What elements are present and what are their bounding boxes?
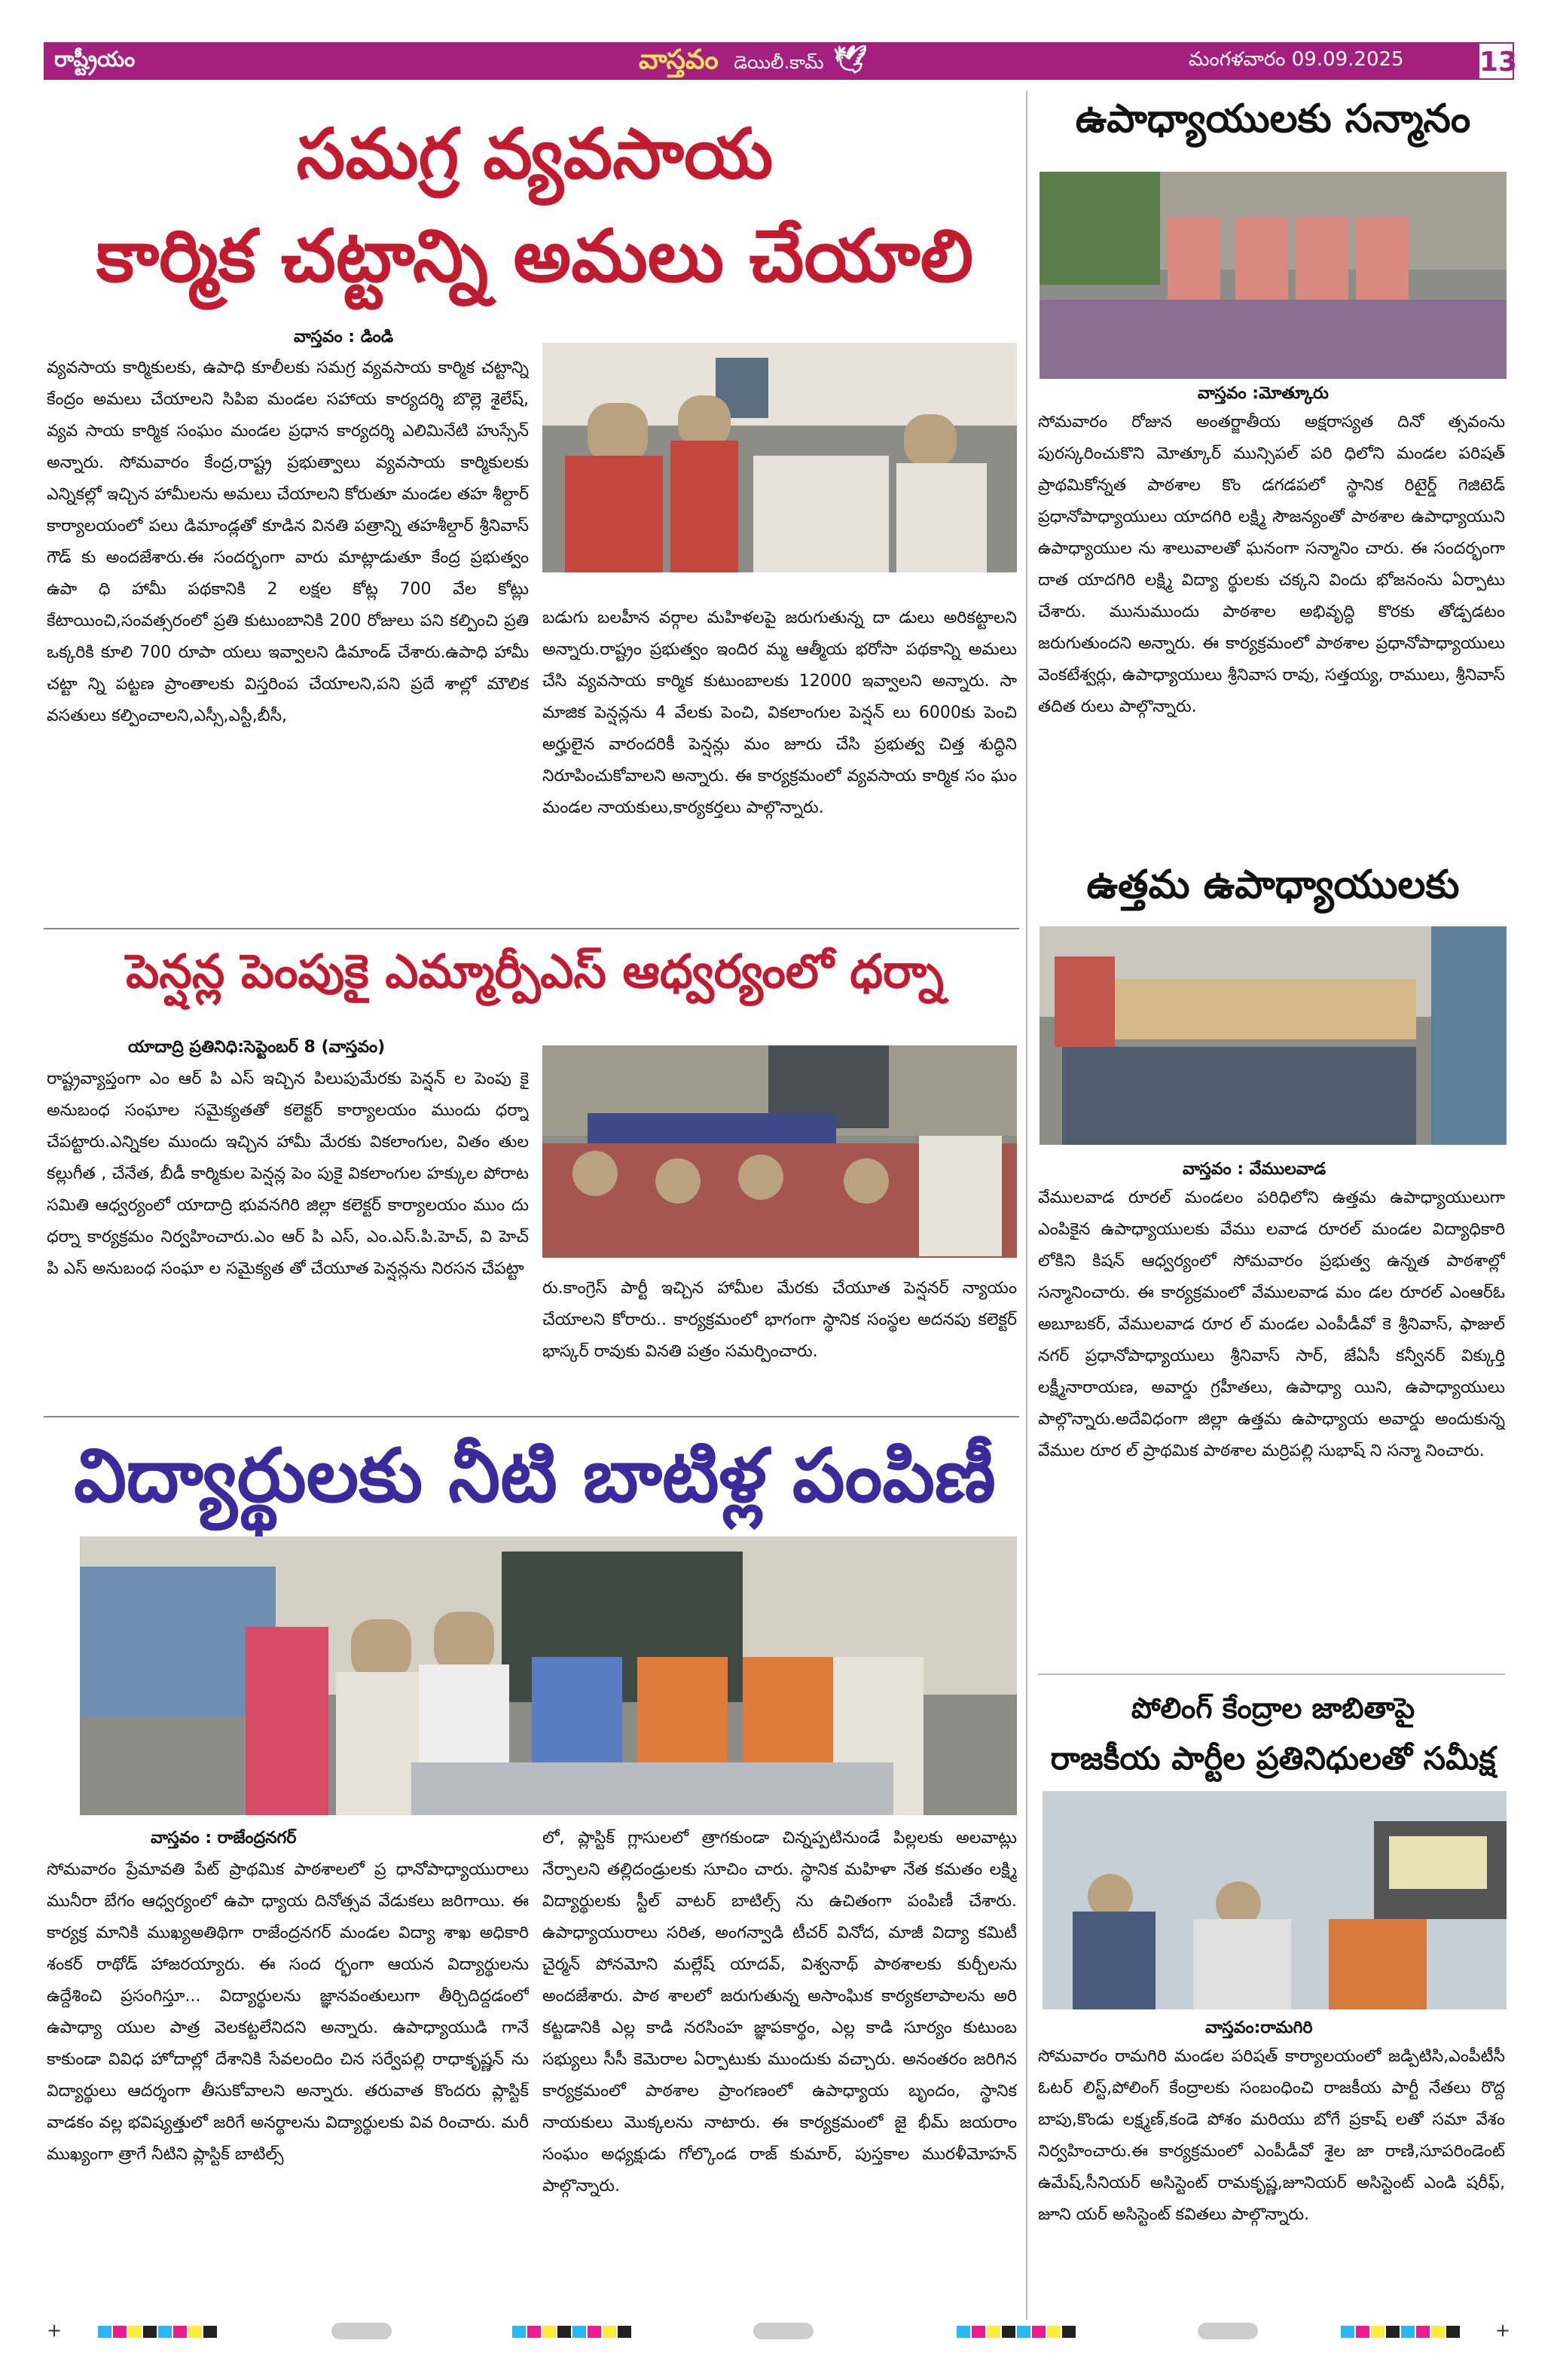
story3-photo	[80, 1536, 1017, 1815]
story1-column2: బడుగు బలహీన వర్గాల మహిళలపై జరుగుతున్న దా డులు అరికట్టాలని అన్నారు.రాష్ట్రం ప్రభుత్వం ఇందిర మ్మ ఆత్మీయ భరోసా పథకాన్ని అమలు చేసి వ్యవసాయ కార్మిక కుటుంబాలకు 12000 ఇవ్వాలని అన్నారు. సా మాజిక పెన్షన్లను 4 వేలకు పెంచి, వికలాంగుల పెన్షన్ లు 6000కు పెంచి అర్హులైన వారందరికీ పెన్షన్లు మం జూరు చేసి ప్రభుత్వ చిత్త శుద్ధిని నిరూపించుకోవాలని అన్నారు. ఈ కార్యక్రమంలో వ్యవసాయ కార్మిక సం ఘం మండల నాయకులు,కార్యకర్తలు పాల్గొన్నారు.	[542, 609, 1017, 817]
paper-name: వాస్తవం	[639, 44, 719, 75]
story6-photo	[1043, 1791, 1507, 2009]
story1-dateline: వాస్తవం : డిండి	[294, 328, 394, 346]
issue-date: మంగళవారం 09.09.2025	[1189, 48, 1404, 71]
story5-photo	[1040, 926, 1507, 1145]
story2-headline: పెన్షన్ల పెంపుకై ఎమ్మార్పీఎస్ ఆధ్వర్యంలో ధర్నా	[126, 944, 944, 999]
story4-body: సోమవారం రోజున అంతర్జాతీయ అక్షరాస్యత దినో త్సవంను పురస్కరించుకొని మోత్కూర్ మున్సిపల్ పరి ధిలోని మండల పరిషత్ ప్రాథమికోన్నత పాఠశాల కొం డగడపలో స్థానిక రిటైర్డ్ గెజిటెడ్ ప్రధానోపాధ్యాయులు యాదగిరి లక్ష్మి సౌజన్యంతో పాఠశాల ఉపాధ్యాయుని ఉపాధ్యాయుల ను శాలువాలతో ఘనంగా సన్మానిం చారు. ఈ సందర్భంగా దాత యాదగిరి లక్ష్మి విద్యా ర్థులకు చక్కని విందు భోజనంను ఏర్పాటు చేశారు. మునుముందు పాఠశాల అభివృద్ధి కొరకు తోడ్పడటం జరుగుతుందని అన్నారు. ఈ కార్యక్రమంలో పాఠశాల ప్రధానోపాధ్యాయులు వెంకటేశ్వర్లు, ఉపాధ్యాయులు శ్రీనివాస రావు, సత్తయ్య, రాములు, శ్రీనివాస్ తదిత రులు పాల్గొన్నారు.	[1038, 413, 1505, 716]
color-bar	[98, 2326, 218, 2341]
story2-column1: రాష్ట్రవ్యాప్తంగా ఎం ఆర్ పి ఎస్ ఇచ్చిన పిలుపుమేరకు పెన్షన్ ల పెంపు కై అనుబంధ సంఘాల సమైక్యతతో కలెక్టర్ కార్యాలయం ముందు ధర్నా చేపట్టారు.ఎన్నికల ముందు ఇచ్చిన హామీ మేరకు వికలాంగుల, వితం తుల కల్లుగీత , చేనేత, బీడీ కార్మికుల పెన్షన్ల పెం పుకై వికలాంగుల హక్కుల పోరాట సమితి ఆధ్వర్యంలో యాదాద్రి భువనగిరి జిల్లా కలెక్టర్ కార్యాలయం ముం దు ధర్నా కార్యక్రమం నిర్వహించారు.ఎం ఆర్ పి ఎస్, ఎం.ఎస్.పి.హెచ్, వి హెచ్ పి ఎస్ అనుబంధ సంఘా ల సమైక్యత తో చేయూత పెన్షన్లను నిరసన చేపట్టా	[47, 1069, 529, 1278]
story6-headline-line1: పోలింగ్ కేంద్రాల జాబితాపై	[1131, 1692, 1415, 1725]
story4-photo	[1040, 172, 1507, 379]
color-bar	[512, 2326, 633, 2341]
story4-dateline: వాస్తవం :మోత్కూరు	[1198, 384, 1329, 403]
story3-column1: సోమవారం ప్రేమావతి పేట్ ప్రాథమిక పాఠశాలలో ప్ర ధానోపాధ్యాయురాలు మునీరా బేగం ఆధ్వర్యంలో ఉపా ధ్యాయ దినోత్సవ వేడుకలు జరిగాయి. ఈ కార్యక్ర మానికి ముఖ్యఅతిథిగా రాజేంద్రనగర్ మండల విద్యా శాఖ అధికారి శంకర్ రాథోడ్ హాజరయ్యారు. ఈ సంద ర్భంగా ఆయన విద్యార్థులను ఉద్దేశించి ప్రసంగిస్తూ... విద్యార్థులను జ్ఞానవంతులుగా తీర్చిదిద్దడంలో ఉపాధ్యా యుల పాత్ర వెలకట్టలేనిదని అన్నారు. ఉపాధ్యాయుడి గానే కాకుండా వివిధ హోదాల్లో దేశానికి సేవలందిం చిన సర్వేపల్లి రాధాకృష్ణన్ ను విద్యార్థులు ఆదర్శంగా తీసుకోవాలని అన్నారు. తరువాత కొందరు ప్లాస్టిక్ వాడకం వల్ల భవిష్యత్తులో జరిగే అనర్థాలను విద్యార్థులకు వివ రించారు. మరీ ముఖ్యంగా త్రాగే నీటిని ప్లాస్టిక్ బాటిల్స్	[47, 1860, 529, 2164]
story1-headline-line2: కార్మిక చట్టాన్ని అమలు చేయాలి	[96, 214, 974, 298]
color-bar	[957, 2326, 1077, 2341]
print-slug	[331, 2323, 392, 2339]
story1-headline-line1: సమగ్ర వ్యవసాయ	[296, 114, 774, 194]
registration-mark: +	[1495, 2320, 1511, 2341]
registration-mark: +	[47, 2320, 63, 2341]
story2-photo	[542, 1045, 1017, 1258]
column-divider	[1026, 90, 1027, 2320]
story2-dateline: యాదాద్రి ప్రతినిధి:సెప్టెంబర్ 8 (వాస్తవం)	[128, 1038, 386, 1057]
story5-headline: ఉత్తమ ఉపాధ్యాయులకు	[1086, 862, 1460, 908]
story1-column1: వ్యవసాయ కార్మికులకు, ఉపాధి కూలీలకు సమగ్ర వ్యవసాయ కార్మిక చట్టాన్ని కేంద్రం అమలు చేయాలని సిపిఐ మండల సహాయ కార్యదర్శి బొల్లె శైలేష్, వ్యవ సాయ కార్మిక సంఘం మండల ప్రధాన కార్యదర్శి ఎలిమినేటి హుస్సేన్ అన్నారు. సోమవారం కేంద్ర,రాష్ట్ర ప్రభుత్వాలు వ్యవసాయ కార్మికులకు ఎన్నికల్లో ఇచ్చిన హామీలను అమలు చేయాలని కోరుతూ మండల తహ శీల్దార్ కార్యాలయంలో పలు డిమాండ్లతో కూడిన వినతి పత్రాన్ని తహశీల్దార్ శ్రీనివాస్ గౌడ్ కు అందజేశారు.ఈ సందర్భంగా వారు మాట్లాడుతూ కేంద్ర ప్రభుత్వం ఉపా ధి హామీ పథకానికి 2 లక్షల కోట్ల 700 వేల కోట్లు కేటాయించి,సంవత్సరంలో ప్రతి కుటుంబానికి 200 రోజులు పని కల్పించి ప్రతి ఒక్కరికి కూలి 700 రూపా యలు ఇవ్వాలని డిమాండ్ చేశారు.ఉపాధి హామీ చట్టా న్ని పట్టణ ప్రాంతాలకు విస్తరింప చేయాలని,పని ప్రదే శాల్లో మౌలిక వసతులు కల్పించాలని,ఎస్సీ,ఎస్టీ,బీసీ,	[47, 359, 529, 725]
story6-dateline: వాస్తవం:రామగిరి	[1205, 2018, 1313, 2037]
story5-dateline: వాస్తవం : వేములవాడ	[1183, 1160, 1327, 1179]
story6-headline-line2: రాజకీయ పార్టీల ప్రతినిధులతో సమీక్ష	[1050, 1740, 1496, 1777]
divider	[44, 928, 1019, 929]
print-slug	[1198, 2323, 1258, 2339]
divider	[1038, 1674, 1505, 1675]
story4-headline: ఉపాధ్యాయులకు సన్మానం	[1075, 96, 1471, 142]
bird-icon: 🕊	[833, 44, 868, 75]
story6-body: సోమవారం రామగిరి మండల పరిషత్ కార్యాలయంలో జడ్పిటిసి,ఎంపీటీసీ ఓటర్ లిస్ట్,పోలింగ్ కేంద్రాలకు సంబంధించి రాజకీయ పార్టీ నేతలు రొద్ద బాపు,కొండు లక్ష్మణ్,కండె పోశం మరియు బోగే ప్రకాష్ లతో సమా వేశం నిర్వహించారు.ఈ కార్యక్రమంలో ఎంపీడీవో శైల జా రాణి,సూపరిండెంట్ ఉమేష్,సీనియర్ అసిస్టెంట్ రామకృష్ణ,జూనియర్ అసిస్టెంట్ ఎండి షరీఫ్, జూని యర్ అసిస్టెంట్ కవితలు పాల్గొన్నారు.	[1038, 2047, 1505, 2224]
page-header-bar	[44, 42, 1511, 80]
page-number: 13	[1478, 42, 1514, 80]
story3-column2: లో, ప్లాస్టిక్ గ్లాసులలో త్రాగకుండా చిన్నప్పటినుండే పిల్లలకు అలవాట్లు నేర్పాలని తల్లిదండ్రులకు సూచిం చారు. స్థానిక మహిళా నేత కమతం లక్ష్మి విద్యార్థులకు స్టీల్ వాటర్ బాటిల్స్ ను ఉచితంగా పంపిణీ చేశారు. ఉపాధ్యాయురాలు సరిత, అంగన్వాడి టీచర్ వినోద, మాజీ విద్యా కమిటీ చైర్మన్ పోనమోని మల్లేష్ యాదవ్, విశ్వనాథ్ పాఠశాలకు కుర్చీలను అందజేశారు. పాఠ శాలలో జరుగుతున్న అసాంఘిక కార్యకలాపాలను అరి కట్టడానికి ఎల్ల కాడి నరసింహ జ్ఞాపకార్థం, ఎల్ల కాడి సూర్యం కుటుంబ సభ్యులు సీసీ కెమెరాల ఏర్పాటుకు ముందుకు వచ్చారు. అనంతరం జరిగిన కార్యక్రమంలో పాఠశాల ప్రాంగణంలో ఉపాధ్యాయ బృందం, స్థానిక నాయకులు మొక్కలను నాటారు. ఈ కార్యక్రమంలో జై భీమ్ జయరాం సంఘం అధ్యక్షుడు గోల్కొండ రాజ్ కుమార్, పుస్తకాల మురళీమోహన్ పాల్గొన్నారు.	[542, 1829, 1017, 2195]
print-slug	[753, 2323, 814, 2339]
story2-column2: రు.కాంగ్రెస్ పార్టీ ఇచ్చిన హామీల మేరకు చేయూత పెన్షనర్ న్యాయం చేయాలని కోరారు.. కార్యక్రమంలో భాగంగా స్థానిక సంస్థల అదనపు కలెక్టర్ భాస్కర్ రావుకు వినతి పత్రం సమర్పించారు.	[542, 1279, 1017, 1361]
story1-photo	[542, 343, 1017, 572]
divider	[44, 1416, 1019, 1417]
story5-body: వేములవాడ రూరల్ మండలం పరిధిలోని ఉత్తమ ఉపాధ్యాయులుగా ఎంపికైన ఉపాధ్యాయులకు వేము లవాడ రూరల్ మండల విద్యాధికారి లోకిని కిషన్ ఆధ్వర్యంలో సోమవారం ప్రభుత్వ ఉన్నత పాఠశాల్లో సన్మానించారు. ఈ కార్యక్రమంలో వేములవాడ మం డల రూరల్ ఎంఆర్ఓ అబూబకర్, వేములవాడ రూర ల్ మండల ఎంపీడీవో కె శ్రీనివాస్, ఫాజుల్ నగర్ ప్రధానోపాధ్యాయులు శ్రీనివాస్ సార్, జేఏసీ కన్వీనర్ విక్కుర్తి లక్ష్మీనారాయణ, అవార్డు గ్రహీతలు, ఉపాధ్యా యిని, ఉపాధ్యాయులు పాల్గొన్నారు.అదేవిధంగా జిల్లా ఉత్తమ ఉపాధ్యాయ అవార్డు అందుకున్న వేముల రూర ల్ ప్రాథమిక పాఠశాల మర్రిపల్లి సుభాష్ ని సన్మా నించారు.	[1038, 1188, 1505, 1460]
story3-headline: విద్యార్థులకు నీటి బాటిళ్ల పంపిణీ	[74, 1433, 996, 1519]
section-label: రాష్ట్రీయం	[54, 47, 136, 72]
paper-sub: డెయిలీ.కామ్	[734, 52, 824, 73]
color-bar	[1341, 2326, 1461, 2341]
masthead-logo	[639, 44, 868, 82]
story3-dateline: వాస్తవం : రాజేంద్రనగర్	[151, 1829, 297, 1848]
